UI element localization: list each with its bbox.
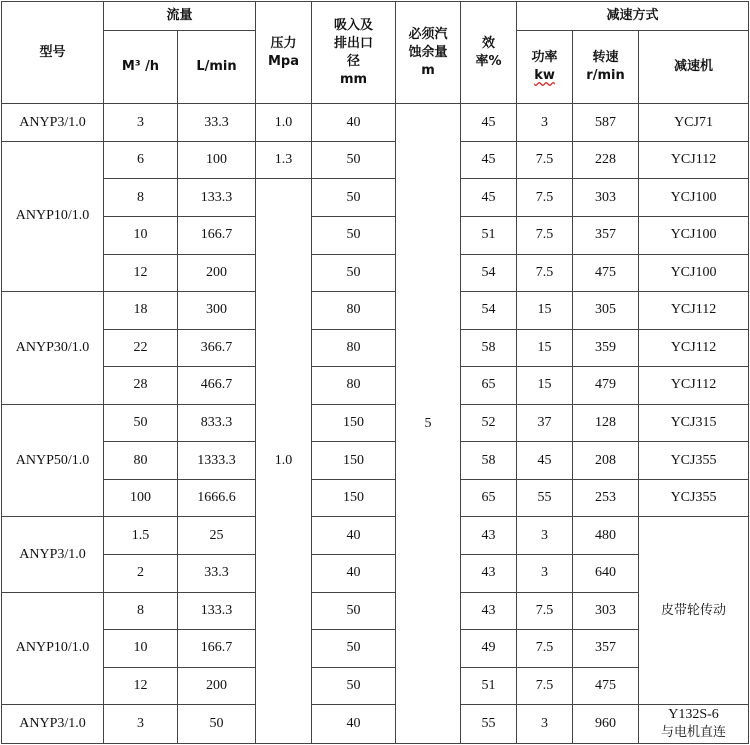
- cell-lmin: 166.7: [178, 630, 256, 668]
- cell-speed: 357: [573, 630, 639, 668]
- cell-speed: 479: [573, 367, 639, 405]
- table-row: [2, 367, 749, 405]
- header-reduction: 减速方式: [517, 2, 749, 31]
- cell-port: 150: [312, 404, 396, 442]
- cell-m3h: 28: [104, 367, 178, 405]
- header-speed: 转速 r/min: [573, 31, 639, 104]
- cell-lmin: 50: [178, 705, 256, 744]
- cell-port: 50: [312, 216, 396, 254]
- cell-power: 3: [517, 555, 573, 593]
- cell-model: ANYP3/1.0: [2, 104, 104, 142]
- cell-eff: 51: [461, 216, 517, 254]
- header-reducer: 减速机: [639, 31, 749, 104]
- cell-reducer: YCJ100: [639, 216, 749, 254]
- cell-port: 40: [312, 705, 396, 744]
- cell-speed: 303: [573, 592, 639, 630]
- cell-m3h: 10: [104, 630, 178, 668]
- header-npsh: 必须汽 蚀余量 m: [396, 2, 461, 104]
- cell-m3h: 8: [104, 592, 178, 630]
- cell-eff: 65: [461, 367, 517, 405]
- cell-pressure: 1.0: [256, 179, 312, 744]
- cell-m3h: 50: [104, 404, 178, 442]
- cell-power: 3: [517, 705, 573, 744]
- table-row: [2, 104, 749, 142]
- header-flow: 流量: [104, 2, 256, 31]
- cell-m3h: 1.5: [104, 517, 178, 555]
- cell-m3h: 18: [104, 292, 178, 330]
- cell-lmin: 133.3: [178, 179, 256, 217]
- cell-reducer-direct: Y132S-6 与电机直连: [639, 705, 749, 744]
- cell-speed: 640: [573, 555, 639, 593]
- table-row: [2, 216, 749, 254]
- cell-power: 3: [517, 517, 573, 555]
- cell-speed: 587: [573, 104, 639, 142]
- cell-port: 40: [312, 517, 396, 555]
- cell-lmin: 33.3: [178, 104, 256, 142]
- table-row: [2, 555, 749, 593]
- cell-m3h: 8: [104, 179, 178, 217]
- cell-m3h: 3: [104, 705, 178, 744]
- cell-eff: 43: [461, 517, 517, 555]
- cell-lmin: 366.7: [178, 329, 256, 367]
- cell-m3h: 80: [104, 442, 178, 480]
- table-row: [2, 141, 749, 179]
- cell-pressure: 1.0: [256, 104, 312, 142]
- cell-power: 15: [517, 367, 573, 405]
- table-row: [2, 592, 749, 630]
- cell-power: 15: [517, 329, 573, 367]
- cell-port: 80: [312, 367, 396, 405]
- header-efficiency: 效 率%: [461, 2, 517, 104]
- table-row: [2, 404, 749, 442]
- cell-pressure: 1.3: [256, 141, 312, 179]
- cell-port: 50: [312, 592, 396, 630]
- cell-port: 50: [312, 667, 396, 705]
- cell-power: 45: [517, 442, 573, 480]
- cell-lmin: 300: [178, 292, 256, 330]
- cell-eff: 52: [461, 404, 517, 442]
- cell-reducer-belt: 皮带轮传动: [639, 517, 749, 705]
- cell-model: ANYP10/1.0: [2, 141, 104, 291]
- cell-speed: 960: [573, 705, 639, 744]
- cell-port: 40: [312, 104, 396, 142]
- cell-eff: 45: [461, 104, 517, 142]
- cell-port: 150: [312, 479, 396, 517]
- cell-eff: 65: [461, 479, 517, 517]
- cell-eff: 58: [461, 442, 517, 480]
- cell-m3h: 12: [104, 254, 178, 292]
- cell-speed: 228: [573, 141, 639, 179]
- cell-lmin: 1666.6: [178, 479, 256, 517]
- cell-port: 50: [312, 254, 396, 292]
- cell-model: ANYP50/1.0: [2, 404, 104, 517]
- header-model: 型号: [2, 2, 104, 104]
- cell-speed: 475: [573, 254, 639, 292]
- cell-eff: 43: [461, 592, 517, 630]
- table-row: [2, 292, 749, 330]
- cell-speed: 480: [573, 517, 639, 555]
- cell-reducer: YCJ315: [639, 404, 749, 442]
- cell-port: 40: [312, 555, 396, 593]
- cell-reducer: YCJ112: [639, 367, 749, 405]
- pump-spec-table: [1, 1, 749, 744]
- cell-m3h: 10: [104, 216, 178, 254]
- cell-speed: 305: [573, 292, 639, 330]
- header-port-diameter: 吸入及 排出口 径 mm: [312, 2, 396, 104]
- header-flow-m3h: M³ /h: [104, 31, 178, 104]
- cell-lmin: 200: [178, 667, 256, 705]
- cell-port: 50: [312, 630, 396, 668]
- cell-lmin: 100: [178, 141, 256, 179]
- table-row: [2, 179, 749, 217]
- cell-m3h: 12: [104, 667, 178, 705]
- table-row: [2, 254, 749, 292]
- cell-power: 7.5: [517, 179, 573, 217]
- cell-lmin: 133.3: [178, 592, 256, 630]
- cell-power: 37: [517, 404, 573, 442]
- cell-power: 3: [517, 104, 573, 142]
- table-row: [2, 705, 749, 744]
- cell-m3h: 3: [104, 104, 178, 142]
- cell-port: 80: [312, 329, 396, 367]
- cell-eff: 58: [461, 329, 517, 367]
- header-pressure: 压力 Mpa: [256, 2, 312, 104]
- cell-port: 50: [312, 179, 396, 217]
- cell-speed: 359: [573, 329, 639, 367]
- header-power: 功率 kw: [517, 31, 573, 104]
- cell-eff: 49: [461, 630, 517, 668]
- cell-power: 15: [517, 292, 573, 330]
- cell-power: 55: [517, 479, 573, 517]
- table-row: [2, 479, 749, 517]
- cell-reducer: YCJ112: [639, 141, 749, 179]
- cell-speed: 128: [573, 404, 639, 442]
- cell-port: 80: [312, 292, 396, 330]
- cell-reducer: YCJ100: [639, 179, 749, 217]
- cell-power: 7.5: [517, 630, 573, 668]
- table-row: [2, 442, 749, 480]
- cell-eff: 45: [461, 179, 517, 217]
- cell-model: ANYP10/1.0: [2, 592, 104, 705]
- cell-eff: 45: [461, 141, 517, 179]
- table-row: [2, 517, 749, 555]
- cell-speed: 357: [573, 216, 639, 254]
- cell-reducer: YCJ112: [639, 292, 749, 330]
- cell-lmin: 33.3: [178, 555, 256, 593]
- cell-lmin: 166.7: [178, 216, 256, 254]
- cell-npsh: 5: [396, 104, 461, 744]
- cell-power: 7.5: [517, 667, 573, 705]
- table-row: [2, 667, 749, 705]
- cell-m3h: 22: [104, 329, 178, 367]
- cell-model: ANYP30/1.0: [2, 292, 104, 405]
- cell-reducer: YCJ355: [639, 479, 749, 517]
- cell-port: 50: [312, 141, 396, 179]
- cell-lmin: 200: [178, 254, 256, 292]
- header-flow-lmin: L/min: [178, 31, 256, 104]
- cell-power: 7.5: [517, 141, 573, 179]
- cell-power: 7.5: [517, 592, 573, 630]
- cell-reducer: YCJ71: [639, 104, 749, 142]
- cell-reducer: YCJ355: [639, 442, 749, 480]
- cell-speed: 475: [573, 667, 639, 705]
- cell-speed: 253: [573, 479, 639, 517]
- cell-port: 150: [312, 442, 396, 480]
- cell-m3h: 2: [104, 555, 178, 593]
- cell-power: 7.5: [517, 216, 573, 254]
- cell-power: 7.5: [517, 254, 573, 292]
- cell-lmin: 833.3: [178, 404, 256, 442]
- cell-lmin: 25: [178, 517, 256, 555]
- cell-reducer: YCJ100: [639, 254, 749, 292]
- cell-speed: 208: [573, 442, 639, 480]
- cell-m3h: 6: [104, 141, 178, 179]
- cell-model: ANYP3/1.0: [2, 705, 104, 744]
- cell-eff: 54: [461, 254, 517, 292]
- cell-m3h: 100: [104, 479, 178, 517]
- table-row: [2, 630, 749, 668]
- table-row: [2, 329, 749, 367]
- cell-eff: 51: [461, 667, 517, 705]
- cell-model: ANYP3/1.0: [2, 517, 104, 592]
- cell-eff: 54: [461, 292, 517, 330]
- cell-reducer: YCJ112: [639, 329, 749, 367]
- cell-eff: 55: [461, 705, 517, 744]
- cell-lmin: 1333.3: [178, 442, 256, 480]
- cell-lmin: 466.7: [178, 367, 256, 405]
- cell-eff: 43: [461, 555, 517, 593]
- cell-speed: 303: [573, 179, 639, 217]
